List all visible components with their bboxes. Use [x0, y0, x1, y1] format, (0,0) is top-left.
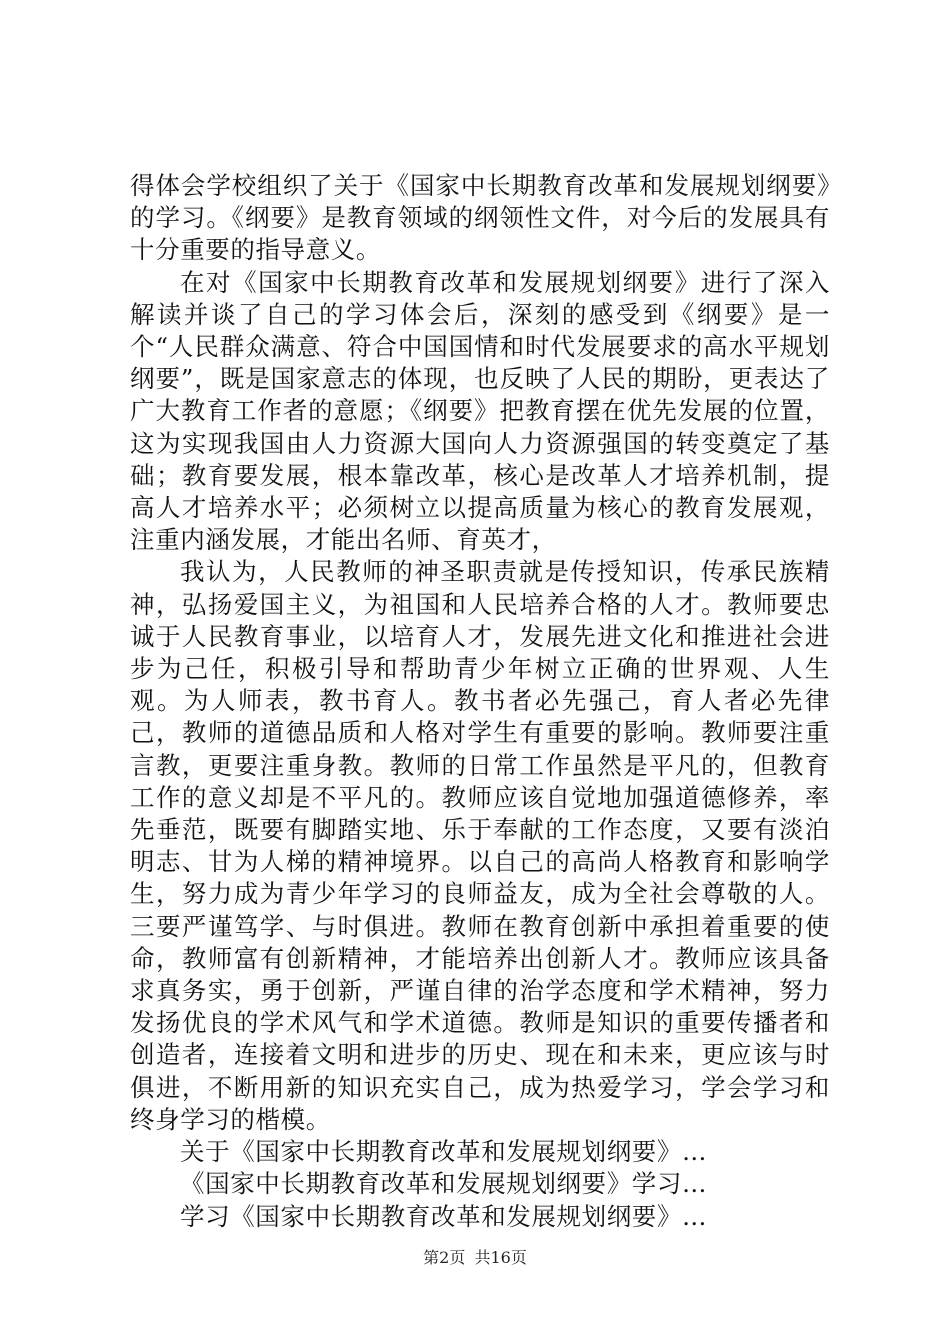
related-link-2[interactable]: 《国家中长期教育改革和发展规划纲要》学习…: [180, 1169, 708, 1199]
paragraph-2: 在对《国家中长期教育改革和发展规划纲要》进行了深入解读并谈了自己的学习体会后，深刻的感受到《纲要》是一个“人民群众满意、符合中国国情和时代发展要求的高水平规划纲要”，既是国家意志的体现，也反映了人民的期盼，更表达了广大教育工作者的意愿；《纲要》把教育摆在优先发展的位置，这为实现我国由人力资源大国向人力资源强国的转变奠定了基础；教育要发展，根本靠改革，核心是改革人才培养机制，提高人才培养水平；必须树立以提高质量为核心的教育发展观，注重内涵发展，才能出名师、育英才，: [130, 267, 830, 555]
document-body: [130, 170, 830, 1233]
page-total: 共16页: [474, 1248, 527, 1267]
related-links-list: [130, 1136, 830, 1233]
related-link-3[interactable]: 学习《国家中长期教育改革和发展规划纲要》…: [180, 1201, 708, 1231]
paragraph-3: 我认为，人民教师的神圣职责就是传授知识，传承民族精神，弘扬爱国主义，为祖国和人民培养合格的人才。教师要忠诚于人民教育事业，以培育人才，发展先进文化和推进社会进步为己任，积极引导和帮助青少年树立正确的世界观、人生观。为人师表，教书育人。教书者必先强己，育人者必先律己，教师的道德品质和人格对学生有重要的影响。教师要注重言教，更要注重身教。教师的日常工作虽然是平凡的，但教育工作的意义却是不平凡的。教师应该自觉地加强道德修养，率先垂范，既要有脚踏实地、乐于奉献的工作态度，又要有淡泊明志、甘为人梯的精神境界。以自己的高尚人格教育和影响学生，努力成为青少年学习的良师益友，成为全社会尊敬的人。三要严谨笃学、与时俱进。教师在教育创新中承担着重要的使命，教师富有创新精神，才能培养出创新人才。教师应该具备求真务实，勇于创新，严谨自律的治学态度和学术精神，努力发扬优良的学术风气和学术道德。教师是知识的重要传播者和创造者，连接着文明和进步的历史、现在和未来，更应该与时俱进，不断用新的知识充实自己，成为热爱学习，学会学习和终身学习的楷模。: [130, 557, 830, 1134]
related-link-1[interactable]: 关于《国家中长期教育改革和发展规划纲要》…: [180, 1137, 708, 1167]
paragraph-1: 得体会学校组织了关于《国家中长期教育改革和发展规划纲要》的学习。《纲要》是教育领域的纲领性文件，对今后的发展具有十分重要的指导意义。: [130, 171, 830, 265]
page-number: 第2页: [423, 1248, 466, 1267]
page-footer: [0, 1245, 950, 1268]
